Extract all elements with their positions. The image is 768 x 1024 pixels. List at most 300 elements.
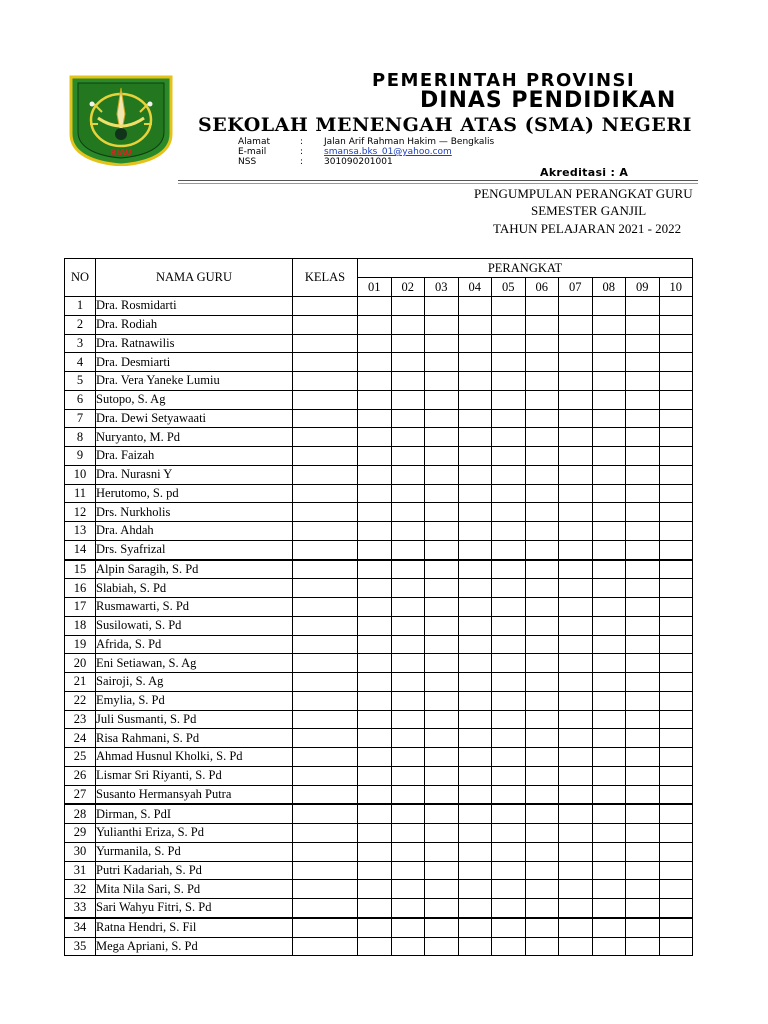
perangkat-check-cell[interactable] bbox=[492, 654, 526, 673]
perangkat-check-cell[interactable] bbox=[458, 616, 492, 635]
perangkat-check-cell[interactable] bbox=[525, 579, 559, 598]
perangkat-check-cell[interactable] bbox=[492, 899, 526, 918]
perangkat-check-cell[interactable] bbox=[626, 766, 660, 785]
class-cell[interactable] bbox=[293, 522, 358, 541]
perangkat-check-cell[interactable] bbox=[391, 372, 425, 391]
perangkat-check-cell[interactable] bbox=[358, 540, 392, 559]
perangkat-check-cell[interactable] bbox=[492, 598, 526, 617]
perangkat-check-cell[interactable] bbox=[592, 880, 626, 899]
perangkat-check-cell[interactable] bbox=[492, 766, 526, 785]
perangkat-check-cell[interactable] bbox=[592, 447, 626, 466]
perangkat-check-cell[interactable] bbox=[458, 710, 492, 729]
perangkat-check-cell[interactable] bbox=[358, 428, 392, 447]
perangkat-check-cell[interactable] bbox=[525, 428, 559, 447]
perangkat-check-cell[interactable] bbox=[492, 297, 526, 316]
perangkat-check-cell[interactable] bbox=[592, 560, 626, 579]
perangkat-check-cell[interactable] bbox=[458, 654, 492, 673]
perangkat-check-cell[interactable] bbox=[559, 616, 593, 635]
perangkat-check-cell[interactable] bbox=[358, 824, 392, 843]
perangkat-check-cell[interactable] bbox=[492, 334, 526, 353]
perangkat-check-cell[interactable] bbox=[358, 766, 392, 785]
perangkat-check-cell[interactable] bbox=[592, 616, 626, 635]
perangkat-check-cell[interactable] bbox=[659, 616, 693, 635]
perangkat-check-cell[interactable] bbox=[425, 804, 459, 823]
perangkat-check-cell[interactable] bbox=[391, 710, 425, 729]
perangkat-check-cell[interactable] bbox=[626, 560, 660, 579]
class-cell[interactable] bbox=[293, 710, 358, 729]
class-cell[interactable] bbox=[293, 297, 358, 316]
perangkat-check-cell[interactable] bbox=[525, 598, 559, 617]
class-cell[interactable] bbox=[293, 748, 358, 767]
perangkat-check-cell[interactable] bbox=[525, 297, 559, 316]
perangkat-check-cell[interactable] bbox=[659, 390, 693, 409]
perangkat-check-cell[interactable] bbox=[358, 390, 392, 409]
perangkat-check-cell[interactable] bbox=[492, 560, 526, 579]
perangkat-check-cell[interactable] bbox=[659, 315, 693, 334]
perangkat-check-cell[interactable] bbox=[391, 409, 425, 428]
perangkat-check-cell[interactable] bbox=[358, 447, 392, 466]
perangkat-check-cell[interactable] bbox=[592, 315, 626, 334]
perangkat-check-cell[interactable] bbox=[626, 616, 660, 635]
perangkat-check-cell[interactable] bbox=[592, 540, 626, 559]
perangkat-check-cell[interactable] bbox=[525, 785, 559, 804]
perangkat-check-cell[interactable] bbox=[425, 654, 459, 673]
class-cell[interactable] bbox=[293, 560, 358, 579]
perangkat-check-cell[interactable] bbox=[391, 748, 425, 767]
perangkat-check-cell[interactable] bbox=[626, 824, 660, 843]
perangkat-check-cell[interactable] bbox=[458, 409, 492, 428]
perangkat-check-cell[interactable] bbox=[492, 315, 526, 334]
perangkat-check-cell[interactable] bbox=[626, 880, 660, 899]
perangkat-check-cell[interactable] bbox=[592, 842, 626, 861]
perangkat-check-cell[interactable] bbox=[458, 522, 492, 541]
perangkat-check-cell[interactable] bbox=[659, 503, 693, 522]
perangkat-check-cell[interactable] bbox=[559, 409, 593, 428]
perangkat-check-cell[interactable] bbox=[559, 522, 593, 541]
perangkat-check-cell[interactable] bbox=[425, 899, 459, 918]
perangkat-check-cell[interactable] bbox=[492, 409, 526, 428]
perangkat-check-cell[interactable] bbox=[559, 297, 593, 316]
perangkat-check-cell[interactable] bbox=[659, 598, 693, 617]
perangkat-check-cell[interactable] bbox=[626, 522, 660, 541]
perangkat-check-cell[interactable] bbox=[391, 484, 425, 503]
class-cell[interactable] bbox=[293, 409, 358, 428]
perangkat-check-cell[interactable] bbox=[425, 390, 459, 409]
perangkat-check-cell[interactable] bbox=[492, 710, 526, 729]
perangkat-check-cell[interactable] bbox=[458, 484, 492, 503]
perangkat-check-cell[interactable] bbox=[391, 804, 425, 823]
perangkat-check-cell[interactable] bbox=[525, 484, 559, 503]
perangkat-check-cell[interactable] bbox=[525, 842, 559, 861]
perangkat-check-cell[interactable] bbox=[592, 465, 626, 484]
email-link[interactable]: smansa.bks_01@yahoo.com bbox=[324, 147, 452, 157]
class-cell[interactable] bbox=[293, 880, 358, 899]
class-cell[interactable] bbox=[293, 540, 358, 559]
perangkat-check-cell[interactable] bbox=[525, 447, 559, 466]
perangkat-check-cell[interactable] bbox=[492, 673, 526, 692]
perangkat-check-cell[interactable] bbox=[559, 710, 593, 729]
perangkat-check-cell[interactable] bbox=[425, 766, 459, 785]
perangkat-check-cell[interactable] bbox=[391, 616, 425, 635]
perangkat-check-cell[interactable] bbox=[358, 937, 392, 956]
perangkat-check-cell[interactable] bbox=[525, 899, 559, 918]
perangkat-check-cell[interactable] bbox=[626, 899, 660, 918]
perangkat-check-cell[interactable] bbox=[525, 729, 559, 748]
perangkat-check-cell[interactable] bbox=[592, 918, 626, 937]
class-cell[interactable] bbox=[293, 691, 358, 710]
perangkat-check-cell[interactable] bbox=[626, 334, 660, 353]
perangkat-check-cell[interactable] bbox=[391, 297, 425, 316]
perangkat-check-cell[interactable] bbox=[525, 861, 559, 880]
perangkat-check-cell[interactable] bbox=[626, 804, 660, 823]
perangkat-check-cell[interactable] bbox=[358, 484, 392, 503]
perangkat-check-cell[interactable] bbox=[559, 880, 593, 899]
perangkat-check-cell[interactable] bbox=[559, 691, 593, 710]
perangkat-check-cell[interactable] bbox=[626, 447, 660, 466]
perangkat-check-cell[interactable] bbox=[458, 673, 492, 692]
perangkat-check-cell[interactable] bbox=[425, 616, 459, 635]
perangkat-check-cell[interactable] bbox=[425, 579, 459, 598]
perangkat-check-cell[interactable] bbox=[391, 390, 425, 409]
perangkat-check-cell[interactable] bbox=[525, 824, 559, 843]
perangkat-check-cell[interactable] bbox=[626, 937, 660, 956]
perangkat-check-cell[interactable] bbox=[492, 918, 526, 937]
perangkat-check-cell[interactable] bbox=[358, 729, 392, 748]
perangkat-check-cell[interactable] bbox=[659, 804, 693, 823]
class-cell[interactable] bbox=[293, 766, 358, 785]
perangkat-check-cell[interactable] bbox=[458, 899, 492, 918]
perangkat-check-cell[interactable] bbox=[391, 560, 425, 579]
perangkat-check-cell[interactable] bbox=[358, 842, 392, 861]
perangkat-check-cell[interactable] bbox=[626, 579, 660, 598]
perangkat-check-cell[interactable] bbox=[559, 861, 593, 880]
perangkat-check-cell[interactable] bbox=[559, 766, 593, 785]
perangkat-check-cell[interactable] bbox=[559, 315, 593, 334]
perangkat-check-cell[interactable] bbox=[659, 353, 693, 372]
perangkat-check-cell[interactable] bbox=[659, 484, 693, 503]
perangkat-check-cell[interactable] bbox=[592, 484, 626, 503]
perangkat-check-cell[interactable] bbox=[659, 861, 693, 880]
perangkat-check-cell[interactable] bbox=[391, 766, 425, 785]
perangkat-check-cell[interactable] bbox=[659, 635, 693, 654]
perangkat-check-cell[interactable] bbox=[391, 691, 425, 710]
perangkat-check-cell[interactable] bbox=[358, 691, 392, 710]
perangkat-check-cell[interactable] bbox=[358, 353, 392, 372]
perangkat-check-cell[interactable] bbox=[659, 691, 693, 710]
class-cell[interactable] bbox=[293, 484, 358, 503]
perangkat-check-cell[interactable] bbox=[659, 540, 693, 559]
perangkat-check-cell[interactable] bbox=[458, 937, 492, 956]
perangkat-check-cell[interactable] bbox=[458, 785, 492, 804]
perangkat-check-cell[interactable] bbox=[525, 465, 559, 484]
perangkat-check-cell[interactable] bbox=[659, 766, 693, 785]
perangkat-check-cell[interactable] bbox=[358, 880, 392, 899]
perangkat-check-cell[interactable] bbox=[592, 729, 626, 748]
perangkat-check-cell[interactable] bbox=[358, 654, 392, 673]
perangkat-check-cell[interactable] bbox=[458, 503, 492, 522]
perangkat-check-cell[interactable] bbox=[626, 673, 660, 692]
perangkat-check-cell[interactable] bbox=[525, 804, 559, 823]
perangkat-check-cell[interactable] bbox=[425, 729, 459, 748]
perangkat-check-cell[interactable] bbox=[458, 842, 492, 861]
perangkat-check-cell[interactable] bbox=[626, 710, 660, 729]
perangkat-check-cell[interactable] bbox=[358, 409, 392, 428]
perangkat-check-cell[interactable] bbox=[391, 842, 425, 861]
perangkat-check-cell[interactable] bbox=[559, 465, 593, 484]
perangkat-check-cell[interactable] bbox=[492, 484, 526, 503]
perangkat-check-cell[interactable] bbox=[391, 899, 425, 918]
perangkat-check-cell[interactable] bbox=[458, 880, 492, 899]
class-cell[interactable] bbox=[293, 729, 358, 748]
perangkat-check-cell[interactable] bbox=[525, 635, 559, 654]
perangkat-check-cell[interactable] bbox=[659, 842, 693, 861]
perangkat-check-cell[interactable] bbox=[525, 937, 559, 956]
perangkat-check-cell[interactable] bbox=[492, 522, 526, 541]
class-cell[interactable] bbox=[293, 315, 358, 334]
perangkat-check-cell[interactable] bbox=[659, 372, 693, 391]
perangkat-check-cell[interactable] bbox=[559, 579, 593, 598]
perangkat-check-cell[interactable] bbox=[559, 785, 593, 804]
class-cell[interactable] bbox=[293, 390, 358, 409]
perangkat-check-cell[interactable] bbox=[659, 654, 693, 673]
perangkat-check-cell[interactable] bbox=[525, 315, 559, 334]
perangkat-check-cell[interactable] bbox=[626, 297, 660, 316]
perangkat-check-cell[interactable] bbox=[559, 824, 593, 843]
perangkat-check-cell[interactable] bbox=[458, 804, 492, 823]
perangkat-check-cell[interactable] bbox=[626, 729, 660, 748]
perangkat-check-cell[interactable] bbox=[425, 484, 459, 503]
perangkat-check-cell[interactable] bbox=[458, 465, 492, 484]
perangkat-check-cell[interactable] bbox=[358, 785, 392, 804]
perangkat-check-cell[interactable] bbox=[659, 522, 693, 541]
class-cell[interactable] bbox=[293, 598, 358, 617]
perangkat-check-cell[interactable] bbox=[626, 428, 660, 447]
perangkat-check-cell[interactable] bbox=[492, 447, 526, 466]
perangkat-check-cell[interactable] bbox=[358, 748, 392, 767]
class-cell[interactable] bbox=[293, 785, 358, 804]
perangkat-check-cell[interactable] bbox=[458, 918, 492, 937]
perangkat-check-cell[interactable] bbox=[425, 691, 459, 710]
perangkat-check-cell[interactable] bbox=[492, 616, 526, 635]
perangkat-check-cell[interactable] bbox=[659, 880, 693, 899]
perangkat-check-cell[interactable] bbox=[559, 503, 593, 522]
perangkat-check-cell[interactable] bbox=[659, 918, 693, 937]
perangkat-check-cell[interactable] bbox=[358, 560, 392, 579]
perangkat-check-cell[interactable] bbox=[525, 353, 559, 372]
perangkat-check-cell[interactable] bbox=[559, 484, 593, 503]
perangkat-check-cell[interactable] bbox=[559, 804, 593, 823]
perangkat-check-cell[interactable] bbox=[391, 579, 425, 598]
class-cell[interactable] bbox=[293, 428, 358, 447]
perangkat-check-cell[interactable] bbox=[525, 540, 559, 559]
perangkat-check-cell[interactable] bbox=[425, 540, 459, 559]
perangkat-check-cell[interactable] bbox=[391, 465, 425, 484]
class-cell[interactable] bbox=[293, 824, 358, 843]
perangkat-check-cell[interactable] bbox=[492, 465, 526, 484]
perangkat-check-cell[interactable] bbox=[425, 785, 459, 804]
perangkat-check-cell[interactable] bbox=[358, 297, 392, 316]
class-cell[interactable] bbox=[293, 447, 358, 466]
perangkat-check-cell[interactable] bbox=[458, 691, 492, 710]
class-cell[interactable] bbox=[293, 503, 358, 522]
perangkat-check-cell[interactable] bbox=[626, 484, 660, 503]
perangkat-check-cell[interactable] bbox=[525, 766, 559, 785]
perangkat-check-cell[interactable] bbox=[391, 785, 425, 804]
perangkat-check-cell[interactable] bbox=[559, 540, 593, 559]
perangkat-check-cell[interactable] bbox=[525, 560, 559, 579]
class-cell[interactable] bbox=[293, 579, 358, 598]
perangkat-check-cell[interactable] bbox=[626, 654, 660, 673]
perangkat-check-cell[interactable] bbox=[626, 861, 660, 880]
perangkat-check-cell[interactable] bbox=[492, 353, 526, 372]
perangkat-check-cell[interactable] bbox=[492, 428, 526, 447]
perangkat-check-cell[interactable] bbox=[525, 748, 559, 767]
perangkat-check-cell[interactable] bbox=[559, 390, 593, 409]
perangkat-check-cell[interactable] bbox=[559, 673, 593, 692]
perangkat-check-cell[interactable] bbox=[492, 503, 526, 522]
class-cell[interactable] bbox=[293, 918, 358, 937]
perangkat-check-cell[interactable] bbox=[391, 522, 425, 541]
perangkat-check-cell[interactable] bbox=[659, 334, 693, 353]
perangkat-check-cell[interactable] bbox=[391, 353, 425, 372]
perangkat-check-cell[interactable] bbox=[659, 465, 693, 484]
perangkat-check-cell[interactable] bbox=[391, 861, 425, 880]
perangkat-check-cell[interactable] bbox=[592, 428, 626, 447]
perangkat-check-cell[interactable] bbox=[592, 937, 626, 956]
perangkat-check-cell[interactable] bbox=[458, 428, 492, 447]
perangkat-check-cell[interactable] bbox=[358, 315, 392, 334]
perangkat-check-cell[interactable] bbox=[626, 785, 660, 804]
perangkat-check-cell[interactable] bbox=[458, 598, 492, 617]
class-cell[interactable] bbox=[293, 616, 358, 635]
perangkat-check-cell[interactable] bbox=[559, 918, 593, 937]
perangkat-check-cell[interactable] bbox=[559, 729, 593, 748]
perangkat-check-cell[interactable] bbox=[358, 616, 392, 635]
perangkat-check-cell[interactable] bbox=[391, 729, 425, 748]
perangkat-check-cell[interactable] bbox=[458, 334, 492, 353]
perangkat-check-cell[interactable] bbox=[626, 918, 660, 937]
perangkat-check-cell[interactable] bbox=[391, 447, 425, 466]
perangkat-check-cell[interactable] bbox=[492, 691, 526, 710]
perangkat-check-cell[interactable] bbox=[592, 824, 626, 843]
class-cell[interactable] bbox=[293, 842, 358, 861]
perangkat-check-cell[interactable] bbox=[358, 372, 392, 391]
perangkat-check-cell[interactable] bbox=[458, 447, 492, 466]
class-cell[interactable] bbox=[293, 372, 358, 391]
perangkat-check-cell[interactable] bbox=[559, 899, 593, 918]
perangkat-check-cell[interactable] bbox=[626, 748, 660, 767]
perangkat-check-cell[interactable] bbox=[425, 880, 459, 899]
perangkat-check-cell[interactable] bbox=[358, 804, 392, 823]
perangkat-check-cell[interactable] bbox=[559, 334, 593, 353]
perangkat-check-cell[interactable] bbox=[391, 635, 425, 654]
perangkat-check-cell[interactable] bbox=[391, 503, 425, 522]
perangkat-check-cell[interactable] bbox=[559, 635, 593, 654]
perangkat-check-cell[interactable] bbox=[559, 748, 593, 767]
perangkat-check-cell[interactable] bbox=[626, 465, 660, 484]
perangkat-check-cell[interactable] bbox=[391, 937, 425, 956]
perangkat-check-cell[interactable] bbox=[458, 353, 492, 372]
perangkat-check-cell[interactable] bbox=[592, 390, 626, 409]
perangkat-check-cell[interactable] bbox=[592, 297, 626, 316]
perangkat-check-cell[interactable] bbox=[525, 673, 559, 692]
perangkat-check-cell[interactable] bbox=[592, 353, 626, 372]
perangkat-check-cell[interactable] bbox=[425, 353, 459, 372]
perangkat-check-cell[interactable] bbox=[458, 297, 492, 316]
perangkat-check-cell[interactable] bbox=[391, 540, 425, 559]
class-cell[interactable] bbox=[293, 334, 358, 353]
perangkat-check-cell[interactable] bbox=[626, 598, 660, 617]
perangkat-check-cell[interactable] bbox=[626, 635, 660, 654]
perangkat-check-cell[interactable] bbox=[425, 372, 459, 391]
perangkat-check-cell[interactable] bbox=[425, 824, 459, 843]
perangkat-check-cell[interactable] bbox=[458, 635, 492, 654]
perangkat-check-cell[interactable] bbox=[492, 729, 526, 748]
class-cell[interactable] bbox=[293, 635, 358, 654]
perangkat-check-cell[interactable] bbox=[358, 522, 392, 541]
perangkat-check-cell[interactable] bbox=[626, 315, 660, 334]
perangkat-check-cell[interactable] bbox=[592, 804, 626, 823]
perangkat-check-cell[interactable] bbox=[592, 654, 626, 673]
class-cell[interactable] bbox=[293, 937, 358, 956]
perangkat-check-cell[interactable] bbox=[659, 710, 693, 729]
perangkat-check-cell[interactable] bbox=[391, 654, 425, 673]
perangkat-check-cell[interactable] bbox=[391, 824, 425, 843]
perangkat-check-cell[interactable] bbox=[592, 673, 626, 692]
perangkat-check-cell[interactable] bbox=[458, 372, 492, 391]
perangkat-check-cell[interactable] bbox=[525, 522, 559, 541]
perangkat-check-cell[interactable] bbox=[358, 635, 392, 654]
perangkat-check-cell[interactable] bbox=[425, 673, 459, 692]
perangkat-check-cell[interactable] bbox=[425, 560, 459, 579]
perangkat-check-cell[interactable] bbox=[425, 297, 459, 316]
perangkat-check-cell[interactable] bbox=[626, 503, 660, 522]
perangkat-check-cell[interactable] bbox=[425, 748, 459, 767]
perangkat-check-cell[interactable] bbox=[458, 540, 492, 559]
perangkat-check-cell[interactable] bbox=[391, 880, 425, 899]
perangkat-check-cell[interactable] bbox=[492, 540, 526, 559]
perangkat-check-cell[interactable] bbox=[425, 503, 459, 522]
perangkat-check-cell[interactable] bbox=[358, 579, 392, 598]
perangkat-check-cell[interactable] bbox=[458, 390, 492, 409]
perangkat-check-cell[interactable] bbox=[592, 598, 626, 617]
class-cell[interactable] bbox=[293, 353, 358, 372]
perangkat-check-cell[interactable] bbox=[425, 409, 459, 428]
perangkat-check-cell[interactable] bbox=[525, 409, 559, 428]
perangkat-check-cell[interactable] bbox=[525, 372, 559, 391]
perangkat-check-cell[interactable] bbox=[559, 560, 593, 579]
perangkat-check-cell[interactable] bbox=[358, 598, 392, 617]
perangkat-check-cell[interactable] bbox=[358, 503, 392, 522]
perangkat-check-cell[interactable] bbox=[659, 673, 693, 692]
perangkat-check-cell[interactable] bbox=[391, 315, 425, 334]
perangkat-check-cell[interactable] bbox=[525, 390, 559, 409]
perangkat-check-cell[interactable] bbox=[659, 579, 693, 598]
perangkat-check-cell[interactable] bbox=[592, 635, 626, 654]
perangkat-check-cell[interactable] bbox=[659, 409, 693, 428]
perangkat-check-cell[interactable] bbox=[592, 710, 626, 729]
perangkat-check-cell[interactable] bbox=[425, 522, 459, 541]
perangkat-check-cell[interactable] bbox=[358, 861, 392, 880]
perangkat-check-cell[interactable] bbox=[626, 390, 660, 409]
perangkat-check-cell[interactable] bbox=[458, 824, 492, 843]
perangkat-check-cell[interactable] bbox=[492, 842, 526, 861]
perangkat-check-cell[interactable] bbox=[358, 673, 392, 692]
perangkat-check-cell[interactable] bbox=[458, 861, 492, 880]
perangkat-check-cell[interactable] bbox=[659, 447, 693, 466]
perangkat-check-cell[interactable] bbox=[559, 428, 593, 447]
perangkat-check-cell[interactable] bbox=[425, 842, 459, 861]
